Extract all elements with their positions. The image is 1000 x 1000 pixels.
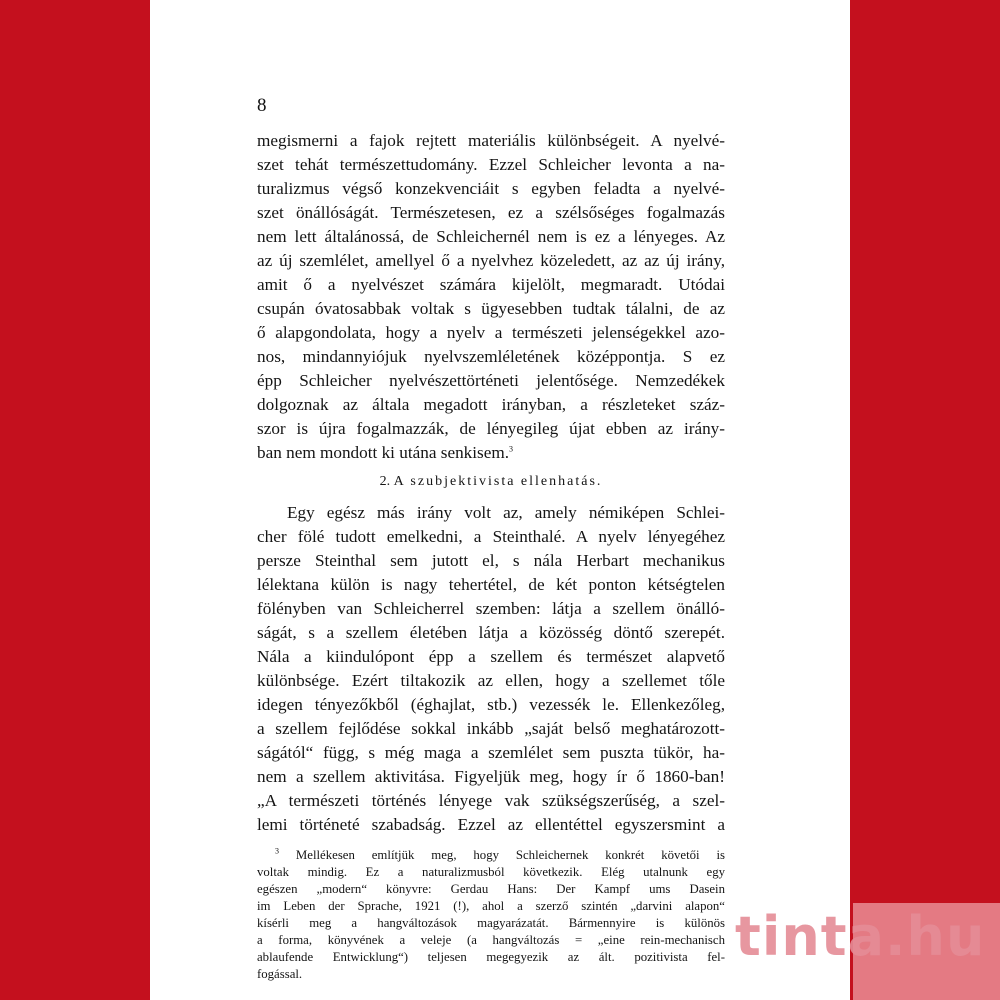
text-line: ő alapgondolata, hogy a nyelv a természeti jelenségekkel azo- bbox=[257, 323, 725, 342]
footnote-line: egészen „modern“ könyvre: Gerdau Hans: Der Kampf ums Dasein bbox=[257, 882, 725, 896]
text-line: a szellem fejlődése sokkal inkább „saját belső meghatározott- bbox=[257, 719, 725, 738]
text-line: nem a szellem aktivitása. Figyeljük meg, hogy ír ő 1860-ban! bbox=[257, 767, 725, 786]
footnote-line: ablaufende Entwicklung“) teljesen megegyezik az ált. pozitivista fel- bbox=[257, 950, 725, 964]
text-line: Nála a kiindulópont épp a szellem és természet alapvető bbox=[257, 647, 725, 666]
text-line: lemi történeté szabadság. Ezzel az ellentéttel egyszersmint a bbox=[257, 815, 725, 834]
text-line: fölényben van Schleicherrel szemben: látja a szellem önálló- bbox=[257, 599, 725, 618]
footnote-reference: 3 bbox=[509, 444, 514, 454]
footnote-line: im Leben der Sprache, 1921 (!), ahol a szerző szintén „darvini alapon“ bbox=[257, 899, 725, 913]
page-number: 8 bbox=[257, 95, 267, 116]
text-line: ságától“ függ, s még maga a szemlélet sem puszta tükör, ha- bbox=[257, 743, 725, 762]
footnote-line: a forma, könyvének a veleje (a hangváltozás = „eine rein-mechanisch bbox=[257, 933, 725, 947]
section-heading bbox=[257, 474, 725, 490]
text-line: dolgoznak az általa megadott irányban, a részleteket száz- bbox=[257, 395, 725, 414]
section-title: A szubjektivista ellenhatás. bbox=[393, 474, 603, 489]
text-line: az új szemlélet, amellyel ő a nyelvhez közeledett, az az új irány, bbox=[257, 251, 725, 270]
text-line: nos, mindannyiójuk nyelvszemléletének középpontja. S ez bbox=[257, 347, 725, 366]
text-line: idegen tényezőkből (éghajlat, stb.) vezessék le. Ellenkezőleg, bbox=[257, 695, 725, 714]
text-line: különbsége. Ezért tiltakozik az ellen, hogy a szellemet tőle bbox=[257, 671, 725, 690]
text-line: szet tehát természettudomány. Ezzel Schleicher levonta a na- bbox=[257, 155, 725, 174]
text-line: szet önállóságát. Természetesen, ez a szélsőséges fogalmazás bbox=[257, 203, 725, 222]
footnote-line: kísérli meg a hangváltozások magyarázatát. Bármennyire is különös bbox=[257, 916, 725, 930]
text-line: megismerni a fajok rejtett materiális különbségeit. A nyelvé- bbox=[257, 131, 725, 150]
footnote-line: fogással. bbox=[257, 967, 303, 981]
text-line: amit ő a nyelvészet számára kijelölt, megmaradt. Utódai bbox=[257, 275, 725, 294]
text-line: épp Schleicher nyelvészettörténeti jelentősége. Nemzedékek bbox=[257, 371, 725, 390]
text-line: lélektana külön is nagy tehertétel, de két ponton kétségtelen bbox=[257, 575, 725, 594]
text-line bbox=[257, 443, 725, 463]
text-line: cher fölé tudott emelkedni, a Steinthalé. A nyelv lényegéhez bbox=[257, 527, 725, 546]
section-number: 2. bbox=[379, 474, 391, 489]
text-line: szor is újra fogalmazzák, de lényegileg újat ebben az irány- bbox=[257, 419, 725, 438]
text-line: ságát, s a szellem életében látja a közösség döntő szerepét. bbox=[257, 623, 725, 642]
text-line: Egy egész más irány volt az, amely némiképen Schlei- bbox=[287, 503, 725, 522]
watermark-logo: tinta.hu bbox=[735, 905, 986, 968]
text-line: turalizmus végső konzekvenciáit s egyben feladta a nyelvé- bbox=[257, 179, 725, 198]
text-line: „A természeti történés lényege vak szükségszerűség, a szel- bbox=[257, 791, 725, 810]
footnote-text: Mellékesen említjük meg, hogy Schleichernek konkrét követői is bbox=[295, 848, 725, 862]
footnote-mark: 3 bbox=[275, 847, 279, 856]
footnote-line: voltak mindig. Ez a naturalizmusból következik. Elég utalnunk egy bbox=[257, 865, 725, 879]
text-line: nem lett általánossá, de Schleichernél nem is ez a lényeges. Az bbox=[257, 227, 725, 246]
text-line: persze Steinthal sem jutott el, s nála Herbart mechanikus bbox=[257, 551, 725, 570]
text-line: csupán óvatosabbak voltak s ügyesebben tudtak tálalni, de az bbox=[257, 299, 725, 318]
footnote-line bbox=[275, 847, 725, 864]
text-line-content: ban nem mondott ki utána senkisem. bbox=[257, 443, 510, 462]
